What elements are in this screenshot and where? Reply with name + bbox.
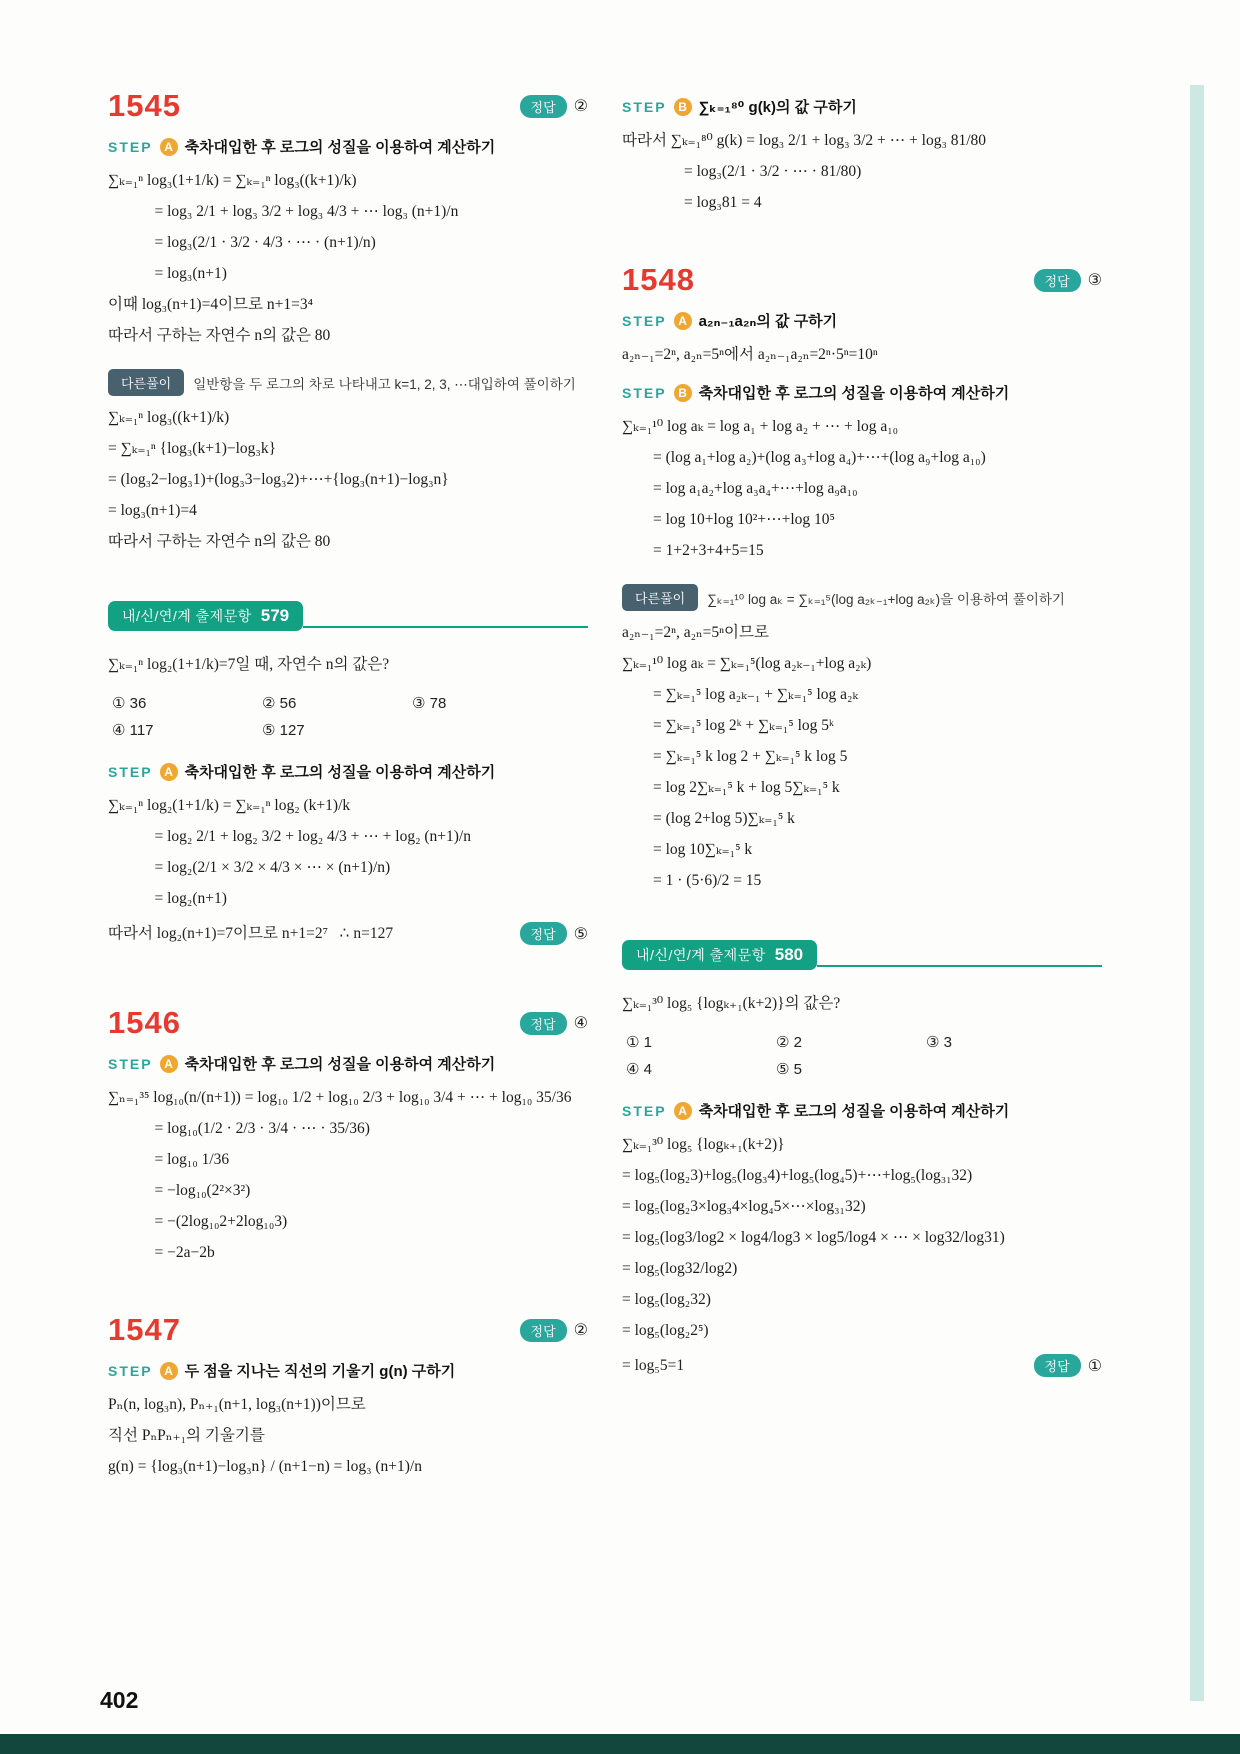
exam-banner-number: 579 xyxy=(260,606,290,625)
solution-lines xyxy=(108,1389,588,1482)
math-line: = log₂(2/1 × 3/2 × 4/3 × ⋯ × (n+1)/n) xyxy=(108,859,391,876)
answer-value: ② xyxy=(573,98,588,115)
alt-solution-label: 다른풀이 xyxy=(622,584,698,611)
answer-badge xyxy=(520,922,588,945)
math-line: = log 2∑ₖ₌₁⁵ k + log 5∑ₖ₌₁⁵ k xyxy=(622,779,840,796)
result-text: 따라서 log₂(n+1)=7이므로 n+1=2⁷ ∴ n=127 xyxy=(108,925,394,942)
answer-label: 정답 xyxy=(520,95,567,118)
step-a-header xyxy=(108,136,588,157)
math-line: g(n) = {log₃(n+1)−log₃n} / (n+1−n) = log₃ (n+1)/n xyxy=(108,1458,422,1475)
math-line: = log₃ 2/1 + log₃ 3/2 + log₃ 4/3 + ⋯ log₃ (n+1)/n xyxy=(108,203,459,220)
math-line: = −log₁₀(2²×3²) xyxy=(108,1182,251,1199)
step-label: STEP xyxy=(108,1055,153,1072)
result-row xyxy=(108,918,588,949)
choice: ① 1 xyxy=(626,1034,652,1051)
answer-label: 정답 xyxy=(520,1319,567,1342)
solution-lines xyxy=(622,125,1102,218)
math-line: ∑ₖ₌₁ⁿ log₂(1+1/k) = ∑ₖ₌₁ⁿ log₂ (k+1)/k xyxy=(108,797,351,814)
math-line: ∑ₖ₌₁³⁰ log₅ {logₖ₊₁(k+2)} xyxy=(622,1136,785,1153)
math-line: ∑ₖ₌₁ⁿ log₃(1+1/k) = ∑ₖ₌₁ⁿ log₃((k+1)/k) xyxy=(108,172,357,189)
choices xyxy=(112,694,532,739)
step-title: 축차대입한 후 로그의 성질을 이용하여 계산하기 xyxy=(184,139,496,156)
exam-banner-rule xyxy=(303,626,588,628)
problem-1546-header xyxy=(108,1005,588,1041)
exam-question-text: ∑ₖ₌₁ⁿ log₂(1+1/k)=7일 때, 자연수 n의 값은? xyxy=(108,656,390,673)
math-line: = 1+2+3+4+5=15 xyxy=(622,542,764,559)
math-line: ∑ₖ₌₁ⁿ log₃((k+1)/k) xyxy=(108,409,230,426)
choice: ③ 78 xyxy=(412,695,447,712)
math-line: = log₂(n+1) xyxy=(108,890,227,907)
math-line: a₂ₙ₋₁=2ⁿ, a₂ₙ=5ⁿ이므로 xyxy=(622,624,769,641)
math-line: = log₅(log3/log2 × log4/log3 × log5/log4 × ⋯ × log32/log31) xyxy=(622,1229,1005,1246)
step-letter-icon: A xyxy=(160,1362,178,1380)
step-title: ∑ₖ₌₁⁸⁰ g(k)의 값 구하기 xyxy=(698,99,857,116)
step-a-header xyxy=(108,1360,588,1381)
step-a-header xyxy=(108,761,588,782)
math-line: = log₁₀(1/2 · 2/3 · 3/4 · ⋯ · 35/36) xyxy=(108,1120,370,1137)
step-label: STEP xyxy=(108,138,153,155)
alt-solution-desc: 일반항을 두 로그의 차로 나타내고 k=1, 2, 3, ⋯대입하여 풀이하기 xyxy=(193,376,576,392)
math-line: = (log₃2−log₃1)+(log₃3−log₃2)+⋯+{log₃(n+1)−log₃n} xyxy=(108,471,449,488)
step-title: 축차대입한 후 로그의 성질을 이용하여 계산하기 xyxy=(184,764,496,781)
step-letter-icon: A xyxy=(160,1055,178,1073)
step-title: 축차대입한 후 로그의 성질을 이용하여 계산하기 xyxy=(698,385,1010,402)
answer-value: ④ xyxy=(573,1015,588,1032)
step-letter-icon: B xyxy=(674,384,692,402)
step-letter-icon: B xyxy=(674,98,692,116)
step-letter-icon: A xyxy=(160,763,178,781)
math-line: = log₅(log₂2⁵) xyxy=(622,1322,709,1339)
answer-label: 정답 xyxy=(1034,1354,1081,1377)
exam-banner-label: 내/신/연/계 출제문항 xyxy=(636,947,766,963)
choice: ④ 4 xyxy=(626,1061,652,1078)
math-line: = −(2log₁₀2+2log₁₀3) xyxy=(108,1213,288,1230)
answer-value: ① xyxy=(1087,1357,1102,1375)
math-line: = −2a−2b xyxy=(108,1244,215,1261)
result-row xyxy=(622,1350,1102,1381)
bottom-bar xyxy=(0,1734,1240,1754)
problem-number: 1547 xyxy=(108,1312,181,1347)
exam-banner-pill xyxy=(622,940,817,970)
problem-1547 xyxy=(108,1312,588,1482)
answer-label: 정답 xyxy=(520,922,567,945)
problem-1547-step-b xyxy=(622,96,1102,218)
alt-solution-desc: ∑ₖ₌₁¹⁰ log aₖ = ∑ₖ₌₁⁵(log a₂ₖ₋₁+log a₂ₖ)을 이용하여 풀이하기 xyxy=(707,591,1065,607)
problem-1546 xyxy=(108,1005,588,1268)
answer-badge xyxy=(1034,269,1102,292)
answer-label: 정답 xyxy=(520,1012,567,1035)
math-line: ∑ₖ₌₁¹⁰ log aₖ = ∑ₖ₌₁⁵(log a₂ₖ₋₁+log a₂ₖ) xyxy=(622,655,872,672)
problem-1548-header xyxy=(622,262,1102,298)
math-line: = (log 2+log 5)∑ₖ₌₁⁵ k xyxy=(622,810,795,827)
step-b-header xyxy=(622,382,1102,403)
alt-solution-header xyxy=(622,584,1102,611)
answer-value: ⑤ xyxy=(573,925,588,943)
math-line: 따라서 ∑ₖ₌₁⁸⁰ g(k) = log₃ 2/1 + log₃ 3/2 + ⋯ + log₃ 81/80 xyxy=(622,132,987,149)
math-line: = log₅(log₂32) xyxy=(622,1291,711,1308)
math-line: = log₃(n+1)=4 xyxy=(108,502,197,519)
step-label: STEP xyxy=(622,384,667,401)
math-line: = 1 · (5·6)/2 = 15 xyxy=(622,872,762,889)
exam-banner-label: 내/신/연/계 출제문항 xyxy=(122,608,252,624)
problem-1547-header xyxy=(108,1312,588,1348)
choice: ③ 3 xyxy=(926,1034,952,1051)
alt-solution-lines xyxy=(622,617,1102,896)
math-line: = log₅(log₂3×log₃4×log₄5×⋯×log₃₁32) xyxy=(622,1198,866,1215)
choices xyxy=(626,1033,1046,1078)
math-line: 직선 PₙPₙ₊₁의 기울기를 xyxy=(108,1427,265,1444)
exam-question-text: ∑ₖ₌₁³⁰ log₅ {logₖ₊₁(k+2)}의 값은? xyxy=(622,995,841,1012)
result-text: = log₅5=1 xyxy=(622,1357,685,1374)
right-column xyxy=(622,84,1102,1381)
exam-banner-rule xyxy=(817,965,1102,967)
right-edge-strip xyxy=(1190,85,1204,1701)
math-line: = log a₁a₂+log a₃a₄+⋯+log a₉a₁₀ xyxy=(622,480,858,497)
exam-banner xyxy=(108,601,588,631)
math-line: = ∑ₖ₌₁⁵ k log 2 + ∑ₖ₌₁⁵ k log 5 xyxy=(622,748,848,765)
math-line: = (log a₁+log a₂)+(log a₃+log a₄)+⋯+(log a₉+log a₁₀) xyxy=(622,449,986,466)
solution-lines xyxy=(108,165,588,351)
choice: ⑤ 127 xyxy=(262,722,305,739)
step-title: a₂ₙ₋₁a₂ₙ의 값 구하기 xyxy=(698,313,838,330)
step-title: 축차대입한 후 로그의 성질을 이용하여 계산하기 xyxy=(184,1056,496,1073)
math-line: 따라서 구하는 자연수 n의 값은 80 xyxy=(108,327,331,344)
step-label: STEP xyxy=(108,1362,153,1379)
math-line: ∑ₙ₌₁³⁵ log₁₀(n/(n+1)) = log₁₀ 1/2 + log₁₀ 2/3 + log₁₀ 3/4 + ⋯ + log₁₀ 35/36 xyxy=(108,1089,572,1106)
choice: ② 56 xyxy=(262,695,297,712)
math-line: Pₙ(n, log₃n), Pₙ₊₁(n+1, log₃(n+1))이므로 xyxy=(108,1396,366,1413)
math-line: = ∑ₖ₌₁⁵ log 2ᵏ + ∑ₖ₌₁⁵ log 5ᵏ xyxy=(622,717,834,734)
solution-lines xyxy=(622,1129,1102,1346)
math-line: = ∑ₖ₌₁ⁿ {log₃(k+1)−log₃k} xyxy=(108,440,277,457)
problem-1545 xyxy=(108,88,588,557)
choice: ② 2 xyxy=(776,1034,802,1051)
exam-question-579 xyxy=(108,601,588,949)
step-label: STEP xyxy=(108,763,153,780)
math-line: a₂ₙ₋₁=2ⁿ, a₂ₙ=5ⁿ에서 a₂ₙ₋₁a₂ₙ=2ⁿ·5ⁿ=10ⁿ xyxy=(622,346,878,363)
step-label: STEP xyxy=(622,1102,667,1119)
step-a-header xyxy=(108,1053,588,1074)
math-line: = log₃(2/1 · 3/2 · 4/3 · ⋯ · (n+1)/n) xyxy=(108,234,376,251)
answer-badge xyxy=(520,95,588,118)
step-letter-icon: A xyxy=(674,1102,692,1120)
math-line: = log 10∑ₖ₌₁⁵ k xyxy=(622,841,753,858)
answer-value: ③ xyxy=(1087,272,1102,289)
exam-question-580 xyxy=(622,940,1102,1381)
page-number: 402 xyxy=(100,1687,139,1713)
math-line: = log₅(log₂3)+log₅(log₃4)+log₅(log₄5)+⋯+log₅(log₃₁32) xyxy=(622,1167,973,1184)
math-line: = ∑ₖ₌₁⁵ log a₂ₖ₋₁ + ∑ₖ₌₁⁵ log a₂ₖ xyxy=(622,686,859,703)
solution-lines xyxy=(622,339,1102,370)
math-line: = log₃(n+1) xyxy=(108,265,227,282)
step-a-header xyxy=(622,1100,1102,1121)
math-line: = log₃(2/1 · 3/2 · ⋯ · 81/80) xyxy=(622,163,862,180)
math-line: 이때 log₃(n+1)=4이므로 n+1=3⁴ xyxy=(108,296,314,313)
math-line: = log₅(log32/log2) xyxy=(622,1260,738,1277)
alt-solution-header xyxy=(108,369,588,396)
step-letter-icon: A xyxy=(160,138,178,156)
choice: ① 36 xyxy=(112,695,147,712)
step-title: 두 점을 지나는 직선의 기울기 g(n) 구하기 xyxy=(184,1363,456,1380)
math-line: ∑ₖ₌₁¹⁰ log aₖ = log a₁ + log a₂ + ⋯ + log a₁₀ xyxy=(622,418,899,435)
math-line: = log₃81 = 4 xyxy=(622,194,762,211)
math-line: = log₁₀ 1/36 xyxy=(108,1151,230,1168)
step-label: STEP xyxy=(622,312,667,329)
answer-badge xyxy=(520,1012,588,1035)
alt-solution-lines xyxy=(108,402,588,557)
solution-lines xyxy=(108,1082,588,1268)
solution-lines xyxy=(108,790,588,914)
answer-badge xyxy=(520,1319,588,1342)
step-label: STEP xyxy=(622,98,667,115)
solution-lines xyxy=(622,411,1102,566)
math-line: = log₂ 2/1 + log₂ 3/2 + log₂ 4/3 + ⋯ + log₂ (n+1)/n xyxy=(108,828,471,845)
answer-value: ② xyxy=(573,1322,588,1339)
exam-banner xyxy=(622,940,1102,970)
alt-solution-label: 다른풀이 xyxy=(108,369,184,396)
problem-1548 xyxy=(622,262,1102,896)
math-line: 따라서 구하는 자연수 n의 값은 80 xyxy=(108,533,331,550)
problem-number: 1546 xyxy=(108,1005,181,1040)
math-line: = log 10+log 10²+⋯+log 10⁵ xyxy=(622,511,835,528)
answer-badge xyxy=(1034,1354,1102,1377)
choice: ④ 117 xyxy=(112,722,154,739)
problem-1545-header xyxy=(108,88,588,124)
choice: ⑤ 5 xyxy=(776,1061,802,1078)
step-b-header xyxy=(622,96,1102,117)
step-a-header xyxy=(622,310,1102,331)
step-letter-icon: A xyxy=(674,312,692,330)
problem-number: 1548 xyxy=(622,262,695,297)
exam-banner-pill xyxy=(108,601,303,631)
step-title: 축차대입한 후 로그의 성질을 이용하여 계산하기 xyxy=(698,1103,1010,1120)
problem-number: 1545 xyxy=(108,88,181,123)
left-column xyxy=(108,88,588,1482)
exam-banner-number: 580 xyxy=(774,945,804,964)
answer-label: 정답 xyxy=(1034,269,1081,292)
